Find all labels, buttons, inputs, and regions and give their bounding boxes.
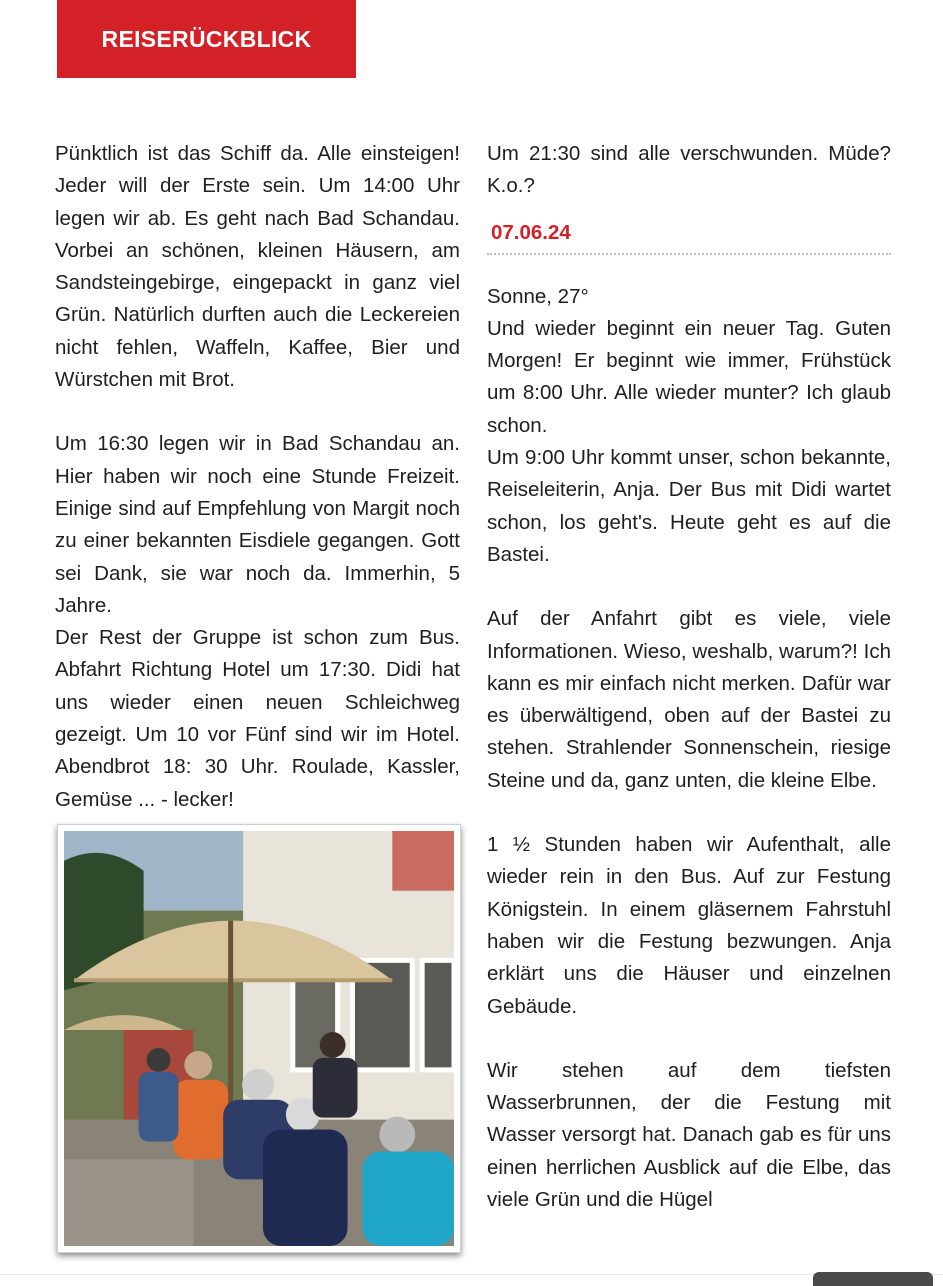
left-paragraph-3: Der Rest der Gruppe ist schon zum Bus. Abfahrt Richtung Hotel um 17:30. Didi hat uns wieder einen neuen Schleichweg gezeigt. Um 10 vor Fünf sind wir im Hotel. Abendbrot 18: 30 Uhr. Roulade, Kassler, Gemüse ... - lecker! [55, 626, 460, 811]
group-photo-image [64, 831, 454, 1246]
right-paragraph-5: 1 ½ Stunden haben wir Aufenthalt, alle wieder rein in den Bus. Auf zur Festung Königstein. In einem gläsernem Fahrstuhl haben wir die Festung bezwungen. Anja erklärt uns die Häuser und einzelnen Gebäude. [487, 833, 891, 1018]
right-paragraph-4: Auf der Anfahrt gibt es viele, viele Informationen. Wieso, weshalb, warum?! Ich kann es mir einfach nicht merken. Dafür war es überwältigend, oben auf der Bastei zu stehen. Strahlender Sonnenschein, riesige Steine und da, ganz unten, die kleine Elbe. [487, 607, 891, 792]
weather-line: Sonne, 27° [487, 284, 589, 308]
right-paragraph-2: Und wieder beginnt ein neuer Tag. Guten Morgen! Er beginnt wie immer, Frühstück um 8:00 Uhr. Alle wieder munter? Ich glaub schon. [487, 316, 891, 437]
bottom-divider [0, 1274, 943, 1275]
left-paragraph-2: Um 16:30 legen wir in Bad Schandau an. Hier haben wir noch eine Stunde Freizeit. Einige sind auf Empfehlung von Margit noch zu einer bekannten Eisdiele gegangen. Gott sei Dank, sie war noch da. Immerhin, 5 Jahre. [55, 432, 460, 617]
left-paragraph-1: Pünktlich ist das Schiff da. Alle einsteigen! Jeder will der Erste sein. Um 14:00 Uhr legen wir ab. Es geht nach Bad Schandau. Vorbei an schönen, kleinen Häusern, am Sandsteingebirge, eingepackt in ganz viel Grün. Natürlich durften auch die Leckereien nicht fehlen, Waffeln, Kaffee, Bier und Würstchen mit Brot. [55, 142, 460, 392]
section-badge: REISERÜCKBLICK [57, 0, 356, 78]
page-scroll-tab[interactable] [813, 1272, 933, 1286]
dotted-divider [487, 253, 891, 255]
right-paragraph-3: Um 9:00 Uhr kommt unser, schon bekannte, Reiseleiterin, Anja. Der Bus mit Didi wartet schon, los geht's. Heute geht es auf die Bastei. [487, 446, 891, 566]
date-heading: 07.06.24 [491, 220, 571, 244]
left-column [55, 138, 460, 816]
right-paragraph-1: Um 21:30 sind alle verschwunden. Müde? K.o.? [487, 142, 891, 198]
photo-beer-garden [57, 824, 461, 1253]
right-paragraph-6: Wir stehen auf dem tiefsten Wasserbrunnen, der die Festung mit Wasser versorgt hat. Danach gab es für uns einen herrlichen Ausblick auf die Elbe, das viele Grün und die Hügel [487, 1058, 891, 1212]
right-column [487, 138, 891, 1216]
